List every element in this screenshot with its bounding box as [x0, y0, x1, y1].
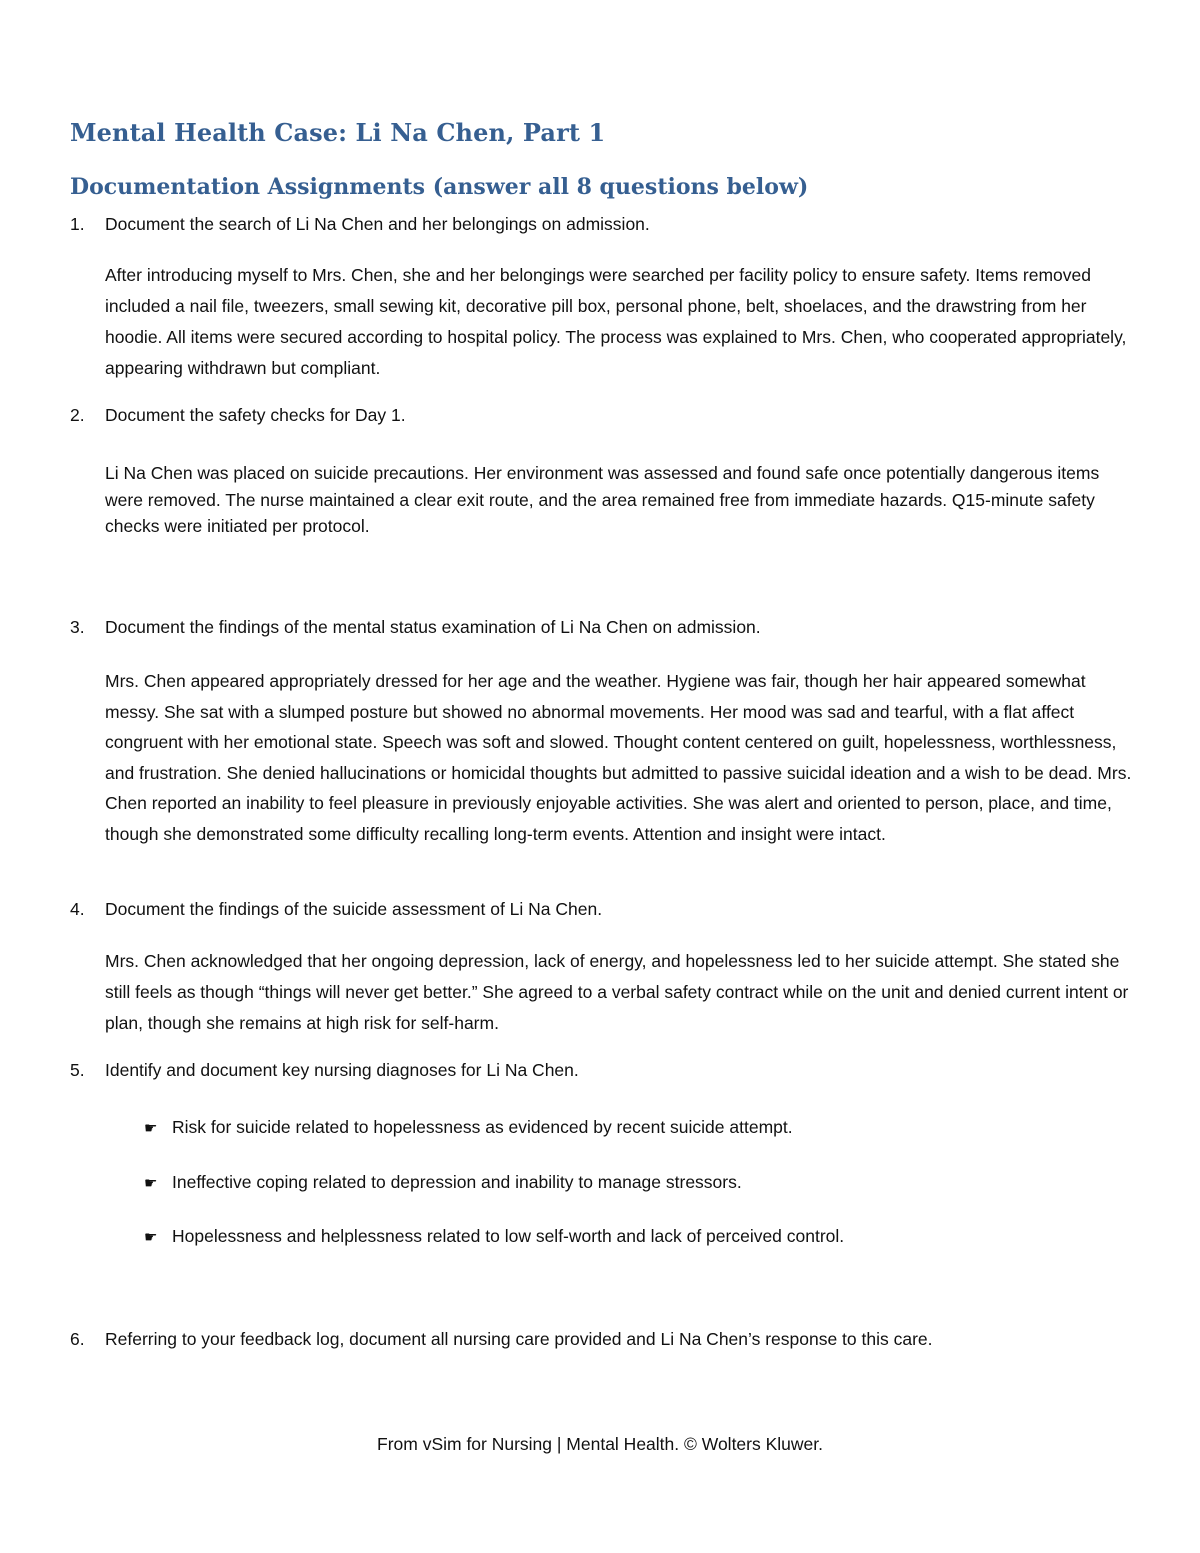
- question-text: Document the search of Li Na Chen and her belongings on admission.: [105, 214, 650, 234]
- diagnosis-text: Ineffective coping related to depression and inability to manage stressors.: [172, 1172, 742, 1192]
- section-heading: Documentation Assignments (answer all 8 questions below): [70, 174, 809, 200]
- question-number: 3.: [70, 617, 85, 637]
- answer-4: Mrs. Chen acknowledged that her ongoing depression, lack of energy, and hopelessness led to her suicide attempt. She stated she still feels as though “things will never get better.” She agreed to a verbal safety contract while on the unit and denied current intent or plan, though she remains at high risk for self-harm.: [105, 951, 1129, 1033]
- question-number: 5.: [70, 1060, 85, 1080]
- question-4: [70, 897, 1130, 921]
- diagnosis-text: Hopelessness and helplessness related to low self-worth and lack of perceived control.: [172, 1226, 845, 1246]
- pointing-hand-icon: ☛: [144, 1175, 158, 1192]
- question-number: 2.: [70, 405, 85, 425]
- answer-1: After introducing myself to Mrs. Chen, she and her belongings were searched per facility policy to ensure safety. Items removed included a nail file, tweezers, small sewing kit, decorative pill box, personal phone, belt, shoelaces, and the drawstring from her hoodie. All items were secured according to hospital policy. The process was explained to Mrs. Chen, who cooperated appropriately, appearing withdrawn but compliant.: [105, 265, 1127, 378]
- diagnosis-item: [144, 1170, 742, 1196]
- question-1: [70, 212, 1130, 236]
- question-text: Identify and document key nursing diagnoses for Li Na Chen.: [105, 1060, 579, 1080]
- question-text: Document the safety checks for Day 1.: [105, 405, 406, 425]
- question-3: [70, 615, 1130, 639]
- question-number: 6.: [70, 1329, 85, 1349]
- question-6: [70, 1327, 1130, 1351]
- answer-3: Mrs. Chen appeared appropriately dressed for her age and the weather. Hygiene was fair, though her hair appeared somewhat messy. She sat with a slumped posture but showed no abnormal movements. Her mood was sad and tearful, with a flat affect congruent with her emotional state. Speech was soft and slowed. Thought content centered on guilt, hopelessness, worthlessness, and frustration. She denied hallucinations or homicidal thoughts but admitted to passive suicidal ideation and a wish to be dead. Mrs. Chen reported an inability to feel pleasure in previously enjoyable activities. She was alert and oriented to person, place, and time, though she demonstrated some difficulty recalling long-term events. Attention and insight were intact.: [105, 671, 1132, 844]
- page-title: Mental Health Case: Li Na Chen, Part 1: [70, 118, 606, 147]
- question-text: Document the findings of the mental status examination of Li Na Chen on admission.: [105, 617, 761, 637]
- question-number: 1.: [70, 214, 85, 234]
- diagnosis-item: [144, 1115, 793, 1141]
- diagnosis-text: Risk for suicide related to hopelessness as evidenced by recent suicide attempt.: [172, 1117, 793, 1137]
- answer-2: Li Na Chen was placed on suicide precautions. Her environment was assessed and found safe once potentially dangerous items were removed. The nurse maintained a clear exit route, and the area remained free from immediate hazards. Q15-minute safety checks were initiated per protocol.: [105, 463, 1100, 536]
- question-text: Document the findings of the suicide assessment of Li Na Chen.: [105, 899, 603, 919]
- question-5: [70, 1058, 1130, 1082]
- question-number: 4.: [70, 899, 85, 919]
- question-text: Referring to your feedback log, document all nursing care provided and Li Na Chen’s response to this care.: [105, 1329, 933, 1349]
- page-footer: From vSim for Nursing | Mental Health. © Wolters Kluwer.: [377, 1434, 823, 1454]
- pointing-hand-icon: ☛: [144, 1120, 158, 1137]
- question-2: [70, 403, 1130, 427]
- pointing-hand-icon: ☛: [144, 1229, 158, 1246]
- diagnosis-item: [144, 1224, 844, 1250]
